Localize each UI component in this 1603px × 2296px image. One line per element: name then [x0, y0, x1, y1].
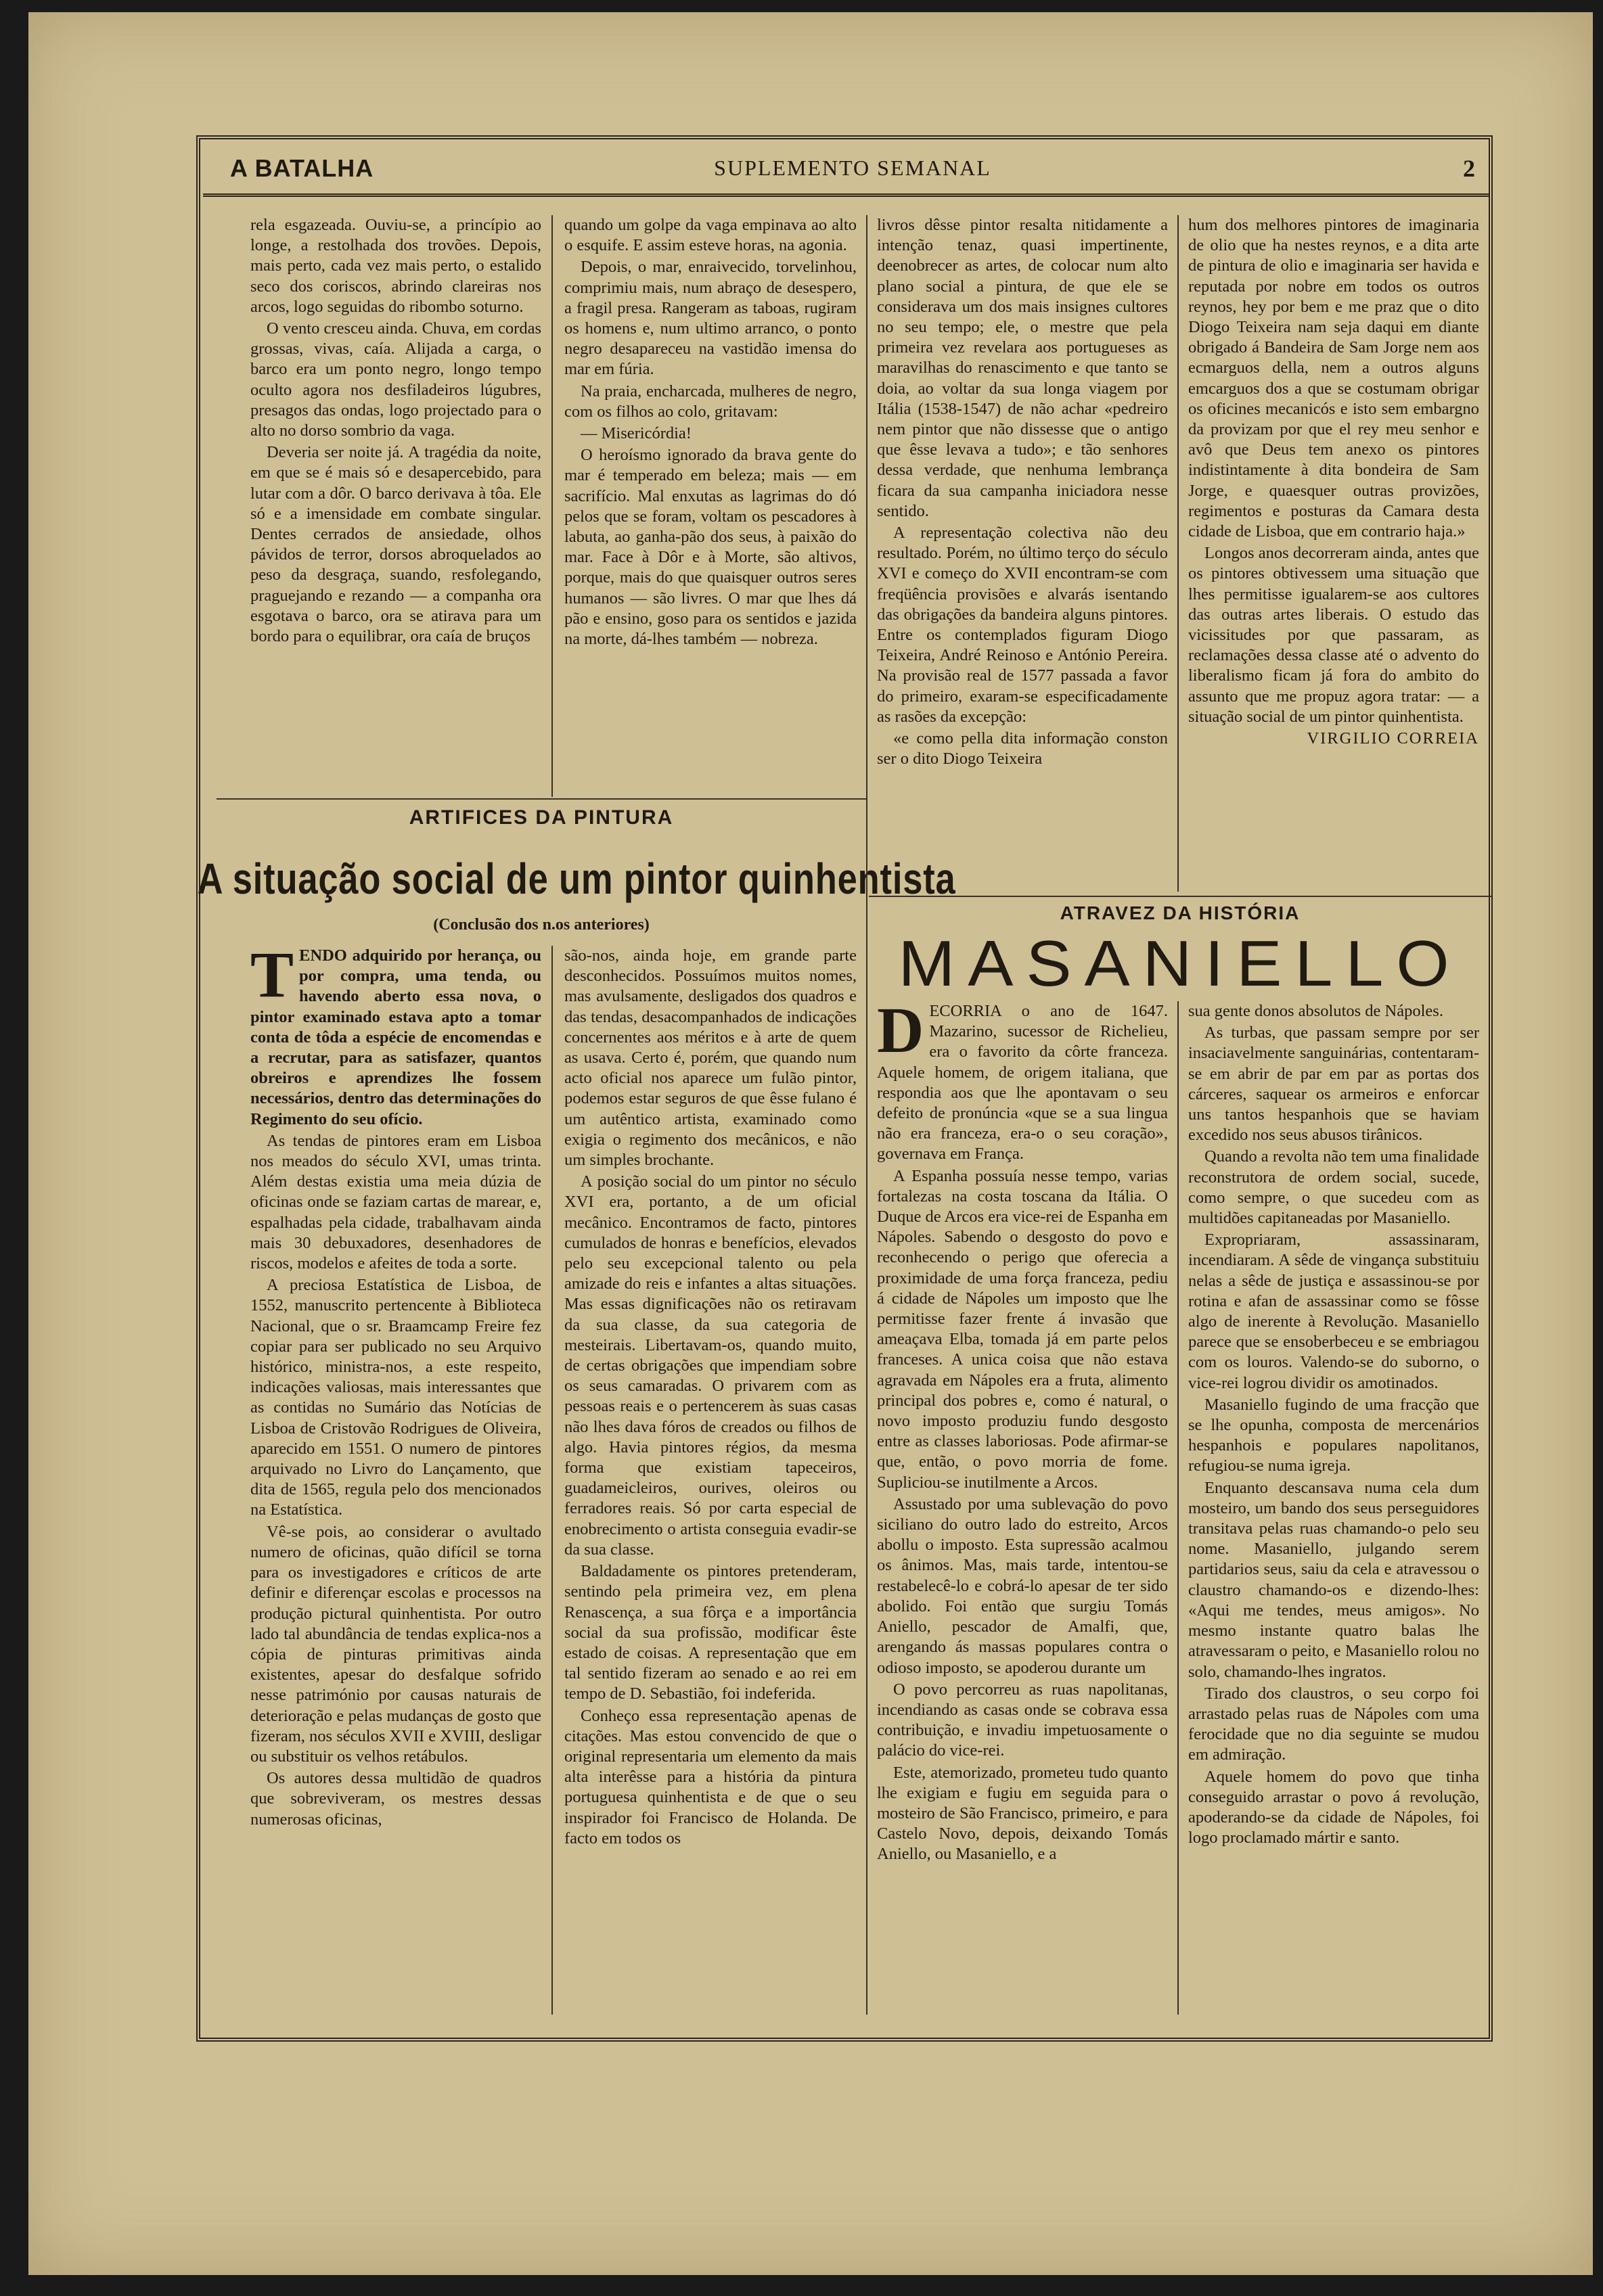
newspaper-name: A BATALHA [230, 154, 374, 182]
artifices-kicker: ARTIFICES DA PINTURA [409, 806, 674, 829]
column-rule [866, 215, 867, 2015]
paragraph: Vê-se pois, ao considerar o avultado numero de oficinas, quão difícil se torna para os investigadores e críticos de arte definir e diferençar escolas e processos na produção pictural quinhentista. Por outro lado tal abundância de tendas explica-nos a cópia de pinturas primitivas ainda existentes, apesar do desfalque sofrido nesse património por causas naturais de deterioração e pelas mudanças de gosto que fizeram, nos séculos XVII e XVIII, desligar ou substituir os velhos retábulos. [250, 1522, 541, 1766]
page-number: 2 [1463, 155, 1475, 182]
paragraph: O vento cresceu ainda. Chuva, em cordas grossas, vivas, caía. Alijada a carga, o barco era um ponto negro, longo tempo oculto agora nos desfiladeiros lúgubres, presagos das ondas, logo projectado para o alto no dorso sombrio da vaga. [250, 319, 541, 440]
top-column-1 [250, 215, 541, 796]
paragraph: Enquanto descansava numa cela dum mosteiro, um bando dos seus perseguidores transitava pelas ruas chamando-o pelo seu nome. Masaniello, julgando serem partidarios seus, saiu da cela e atravessou o claustro chamando-os e dizendo-lhes: «Aqui me tendes, meus amigos». No mesmo instante quatro balas lhe atravessaram o peito, e Masaniello rolou no solo, chamando-lhes ingratos. [1188, 1478, 1479, 1681]
paragraph: O heroísmo ignorado da brava gente do mar é temperado em beleza; mais — em sacrifício. Mal enxutas as lagrimas do dó pelos que se foram, voltam os pescadores à labuta, ao ganha-pão dos seus, à paixão do mar. Face à Dôr e à Morte, são altivos, porque, mais do que quaisquer outros seres humanos — são livres. O mar que lhes dá pão e ensino, goso para os sentidos e jazida na morte, dá-lhes também — nobreza. [564, 446, 857, 649]
paragraph: A representação colectiva não deu resultado. Porém, no último terço do século XVI e começo do XVII encontram-se com freqüência provisões e alvarás isentando das obrigações da bandeira alguns pintores. Entre os contemplados figuram Diogo Teixeira, André Reinoso e António Pereira. Na provisão real de 1577 passada a favor do primeiro, exaram-se especificadamente as rasões da excepção: [877, 524, 1168, 726]
paragraph: As tendas de pintores eram em Lisboa nos meados do século XVI, umas trinta. Além destas existia uma meia dúzia de oficinas onde se faziam cartas de marear, e, espalhadas pela cidade, trabalhavam ainda mais 30 debuxadores, desenhadores de riscos, modelos e afeites de toda a sorte. [250, 1131, 541, 1273]
paragraph: Os autores dessa multidão de quadros que sobreviveram, os mestres dessas numerosas oficinas, [250, 1769, 541, 1829]
paragraph: Deveria ser noite já. A tragédia da noite, em que se é mais só e desapercebido, para lutar com a dôr. O barco derivava à tôa. Ele só e a imensidade em combate singular. Dentes cerrados de ansiedade, olhos pávidos de terror, dorsos abroquelados ao peso da desgraça, suando, resfolegando, praguejando e rezando — a companha ora esgotava o barco, ora se atirava para um bordo para o equilibrar, ora caía de bruços [250, 443, 541, 646]
paragraph: As turbas, que passam sempre por ser insaciavelmente sanguinárias, contentaram-se em abrir de par em par as portas dos cárceres, saquear os armeiros e enforcar uns tantos hespanhois que se haviam excedido nos seus abusos tirânicos. [1188, 1024, 1479, 1145]
paragraph: A preciosa Estatística de Lisboa, de 1552, manuscrito pertencente à Biblioteca Nacional, que o sr. Braamcamp Freire fez copiar para ser publicado no seu Arquivo histórico, ministra-nos, a este respeito, indicações valiosas, mais interessantes que as contidas no Sumário das Notícias de Lisboa de Cristovão Rodrigues de Oliveira, aparecido em 1551. O numero de pintores arquivado no Livro do Lançamento, que dita de 1565, regula pelo dos mencionados na Estatística. [250, 1276, 541, 1519]
artifices-column-3 [877, 215, 1168, 892]
paragraph: O povo percorreu as ruas napolitanas, incendiando as casas onde se cobrava essa contribuição, e invadiu impetuosamente o palácio do vice-rei. [877, 1680, 1168, 1760]
artifices-column-2 [564, 946, 857, 2013]
top-column-2 [564, 215, 857, 796]
paragraph: Na praia, encharcada, mulheres de negro, com os filhos ao colo, gritavam: [564, 382, 857, 421]
author-signature: VIRGILIO CORREIA [1307, 729, 1479, 748]
paragraph: — Misericórdia! [581, 424, 692, 443]
masaniello-title: MASANIELLO [898, 927, 1462, 1000]
paragraph: Depois, o mar, enraivecido, torvelinhou, comprimiu mais, num abraço de desespero, a fragil presa. Rangeram as taboas, rugiram os homens e, num ultimo arranco, o ponto negro desapareceu na vastidão imensa do mar em fúria. [564, 258, 857, 379]
paragraph: Este, atemorizado, prometeu tudo quanto lhe exigiam e fugiu em seguida para o mosteiro de São Francisco, primeiro, e para Castelo Novo, depois, deixando Tomás Aniello, ou Masaniello, e a [877, 1763, 1168, 1864]
paragraph: Expropriaram, assassinaram, incendiaram. A sêde de vingança substituiu nelas a sêde de justiça e assassinou-se por rotina e afan de assassinar como se fôsse algo de inerente à Revolução. Masaniello parece que se ensoberbeceu e se embriagou com os louros. Valendo-se do suborno, o vice-rei logrou dividir os amotinados. [1188, 1231, 1479, 1392]
paragraph: Tirado dos claustros, o seu corpo foi arrastado pelas ruas de Nápoles com uma ferocidade que no dia seguinte se mudou em admiração. [1188, 1684, 1479, 1764]
paragraph: Conheço essa representação apenas de citações. Mas estou convencido de que o original representaria um elemento da mais alta interêsse para a história da pintura portuguesa quinhentista e de que o seu inspirador foi Francisco de Holanda. De facto em todos os [564, 1706, 857, 1847]
paragraph: sua gente donos absolutos de Nápoles. [1188, 1002, 1443, 1020]
paragraph: ECORRIA o ano de 1647. Mazarino, sucessor de Richelieu, era o favorito da côrte franceza. Aquele homem, de origem italiana, que respondia aos que lhe apontavam o seu defeito de pronúncia «que se a sua lingua não era franceza, era-o o seu coração», governava em França. [877, 1002, 1168, 1164]
paragraph: «e como pella dita informação conston ser o dito Diogo Teixeira [877, 729, 1168, 768]
header-rule [203, 193, 1489, 197]
paragraph: livros dêsse pintor resalta nitidamente a intenção tenaz, quasi impertinente, deenobrecer as artes, de colocar num alto plano social a pintura, de que ele se considerava um dos mais insignes cultores no seu tempo; ele, o mestre que pela primeira vez revelara aos portugueses as maravilhas do renascimento e que tanto se doia, ao voltar da sua longa viagem por Itália (1538-1547) de não achar «pedreiro nem pintor que não dissesse que o antigo que êsse levava a tudo»; e tão senhores dessa verdade, que nenhuma lembrança ficara da sua campanha iniciadora nesse sentido. [877, 216, 1168, 520]
masaniello-column-2 [1188, 1001, 1479, 2013]
paragraph: Baldadamente os pintores pretenderam, sentindo pela primeira vez, em plena Renascença, a sua fôrça e a importância social da sua profissão, modificar êste estado de coisas. A representação que em tal sentido fizeram ao senado e ao rei em tempo de D. Sebastião, foi indeferida. [564, 1562, 857, 1703]
paragraph: são-nos, ainda hoje, em grande parte desconhecidos. Possuímos muitos nomes, mas avulsamente, desligados dos quadros e das tendas, desacompanhados de indicações concernentes aos méritos e à arte de quem as usava. Certo é, porém, que quando num acto oficial nos aparece um fulão pintor, podemos estar seguros de que êsse fulano é um autêntico artista, examinado como exigia o regimento dos mecânicos, e não um simples brochante. [564, 946, 857, 1170]
section-rule [217, 798, 866, 800]
artifices-column-1 [250, 946, 541, 2013]
column-rule [551, 215, 553, 797]
paragraph: Aquele homem do povo que tinha conseguido arrastar o povo á revolução, apoderando-se da cidade de Nápoles, foi logo proclamado mártir e santo. [1188, 1767, 1479, 1847]
paragraph: Masaniello fugindo de uma fracção que se lhe opunha, composta de mercenários hespanhois e populares napolitanos, refugiou-se numa igreja. [1188, 1395, 1479, 1475]
column-rule [1177, 1001, 1179, 2015]
dropcap-t: T [250, 946, 294, 1011]
paragraph: quando um golpe da vaga empinava ao alto o esquife. E assim esteve horas, na agonia. [564, 216, 857, 255]
paragraph: A posição social do um pintor no século XVI era, portanto, a de um oficial mecânico. Encontramos de facto, pintores cumulados de honras e benefícios, elevados pelo seu excepcional talento ou pela amizade do reis e infantes a altas situações. Mas essas dignificações não os retiravam da sua classe, da sua categoria de mesteirais. Libertavam-os, quando muito, de certas obrigações que impendiam sobre os seus camaradas. O privarem com as pessoas reais e o pertencerem às suas casas não lhes dava fóros de creados ou filhos de algo. Havia pintores régios, da mesma forma que existiam tapeceiros, guadameicleiros, ourives, oleiros ou ferradores reais. Só por carta especial de enobrecimento o artista conseguia evadir-se da sua classe. [564, 1172, 857, 1559]
artifices-subline: (Conclusão dos n.os anteriores) [433, 916, 650, 934]
paragraph: Longos anos decorreram ainda, antes que os pintores obtivessem uma situação que lhes permitisse igualarem-se aos cultores das outras artes liberais. O estudo das vicissitudes por que passaram, as reclamações dessa classe até o advento do liberalismo ficam já fora do ambito do assunto que me propuz agora tratar: — a situação social de um pintor quinhentista. [1188, 544, 1479, 726]
section-rule [869, 896, 1491, 897]
masaniello-column-1 [877, 1001, 1168, 2013]
page-header [230, 154, 1475, 188]
supplement-title: SUPLEMENTO SEMANAL [714, 156, 991, 180]
dropcap-d: D [877, 1001, 924, 1066]
paragraph: A Espanha possuía nesse tempo, varias fortalezas na costa toscana da Itália. O Duque de Arcos era vice-rei de Espanha em Nápoles. Sabendo o desgosto do povo e reconhecendo o perigo que oferecia a proximidade de uma força franceza, pediu á cidade de Nápoles um imposto que lhe permitisse fazer frente á invasão que ameaçava Elba, tomada já em parte pelos franceses. A unica coisa que não estava agravada em Nápoles era a fruta, alimento principal dos pobres e, como é natural, o novo imposto produziu fundo desgosto entre as classes laboriosas. Pode afirmar-se que, então, o povo morria de fome. Supliciou-se inutilmente a Arcos. [877, 1166, 1168, 1492]
paragraph: rela esgazeada. Ouviu-se, a princípio ao longe, a restolhada dos trovões. Depois, mais perto, cada vez mais perto, o estalido seco dos coriscos, abrindo clareiras nos arcos, logo seguidas do ribombo soturno. [250, 216, 541, 316]
masaniello-kicker: ATRAVEZ DA HISTÓRIA [1060, 902, 1301, 923]
paragraph: ENDO adquirido por herança, ou por compra, uma tenda, ou havendo aberto essa nova, o pintor examinado estava apto a tomar conta de tôda a espécie de encomendas e a recrutar, para as satisfazer, quantos obreiros e aprendizes lhe fossem necessários, dentro das determinações do Regimento do seu ofício. [250, 946, 541, 1128]
paragraph: hum dos melhores pintores de imaginaria de olio que ha nestes reynos, e a dita arte de pintura de olio e imaginaria ser havida e reputada por nobre em todos os outros reynos, hey por bem e me praz que o dito Diogo Teixeira nam seja daqui em diante obrigado á Bandeira de Sam Jorge nem aos ecmarguos della, nem a outros alguns emcarguos dos a que se costumam obrigar os oficines mecanicós e isto sem embargno da provizam por que el rey meu senhor e avô que Deus tem anexo os pintores indistintamente à dita bondeira de Sam Jorge, e quaesquer outras provizões, regimentos e posturas da Camara desta cidade de Lisboa, que em contrario haja.» [1188, 216, 1479, 541]
artifices-headline: A situação social de um pintor quinhentista [197, 854, 956, 903]
column-rule [1177, 215, 1179, 892]
paragraph: Assustado por uma sublevação do povo siciliano do outro lado do estreito, Arcos abollu o imposto. Esta supressão acalmou os ânimos. Mas, mais tarde, intentou-se restabelecê-lo e cobrá-lo apesar de ter sido abolido. Foi então que surgiu Tomás Aniello, pescador de Amalfi, que, arengando ás massas populares contra o odioso imposto, se apoderou durante um [877, 1494, 1168, 1677]
paragraph: Quando a revolta não tem uma finalidade reconstrutora de ordem social, sucede, como sempre, o que sucedeu com as multidões capitaneadas por Masaniello. [1188, 1147, 1479, 1228]
artifices-column-4 [1188, 215, 1479, 892]
column-rule [551, 946, 553, 2015]
